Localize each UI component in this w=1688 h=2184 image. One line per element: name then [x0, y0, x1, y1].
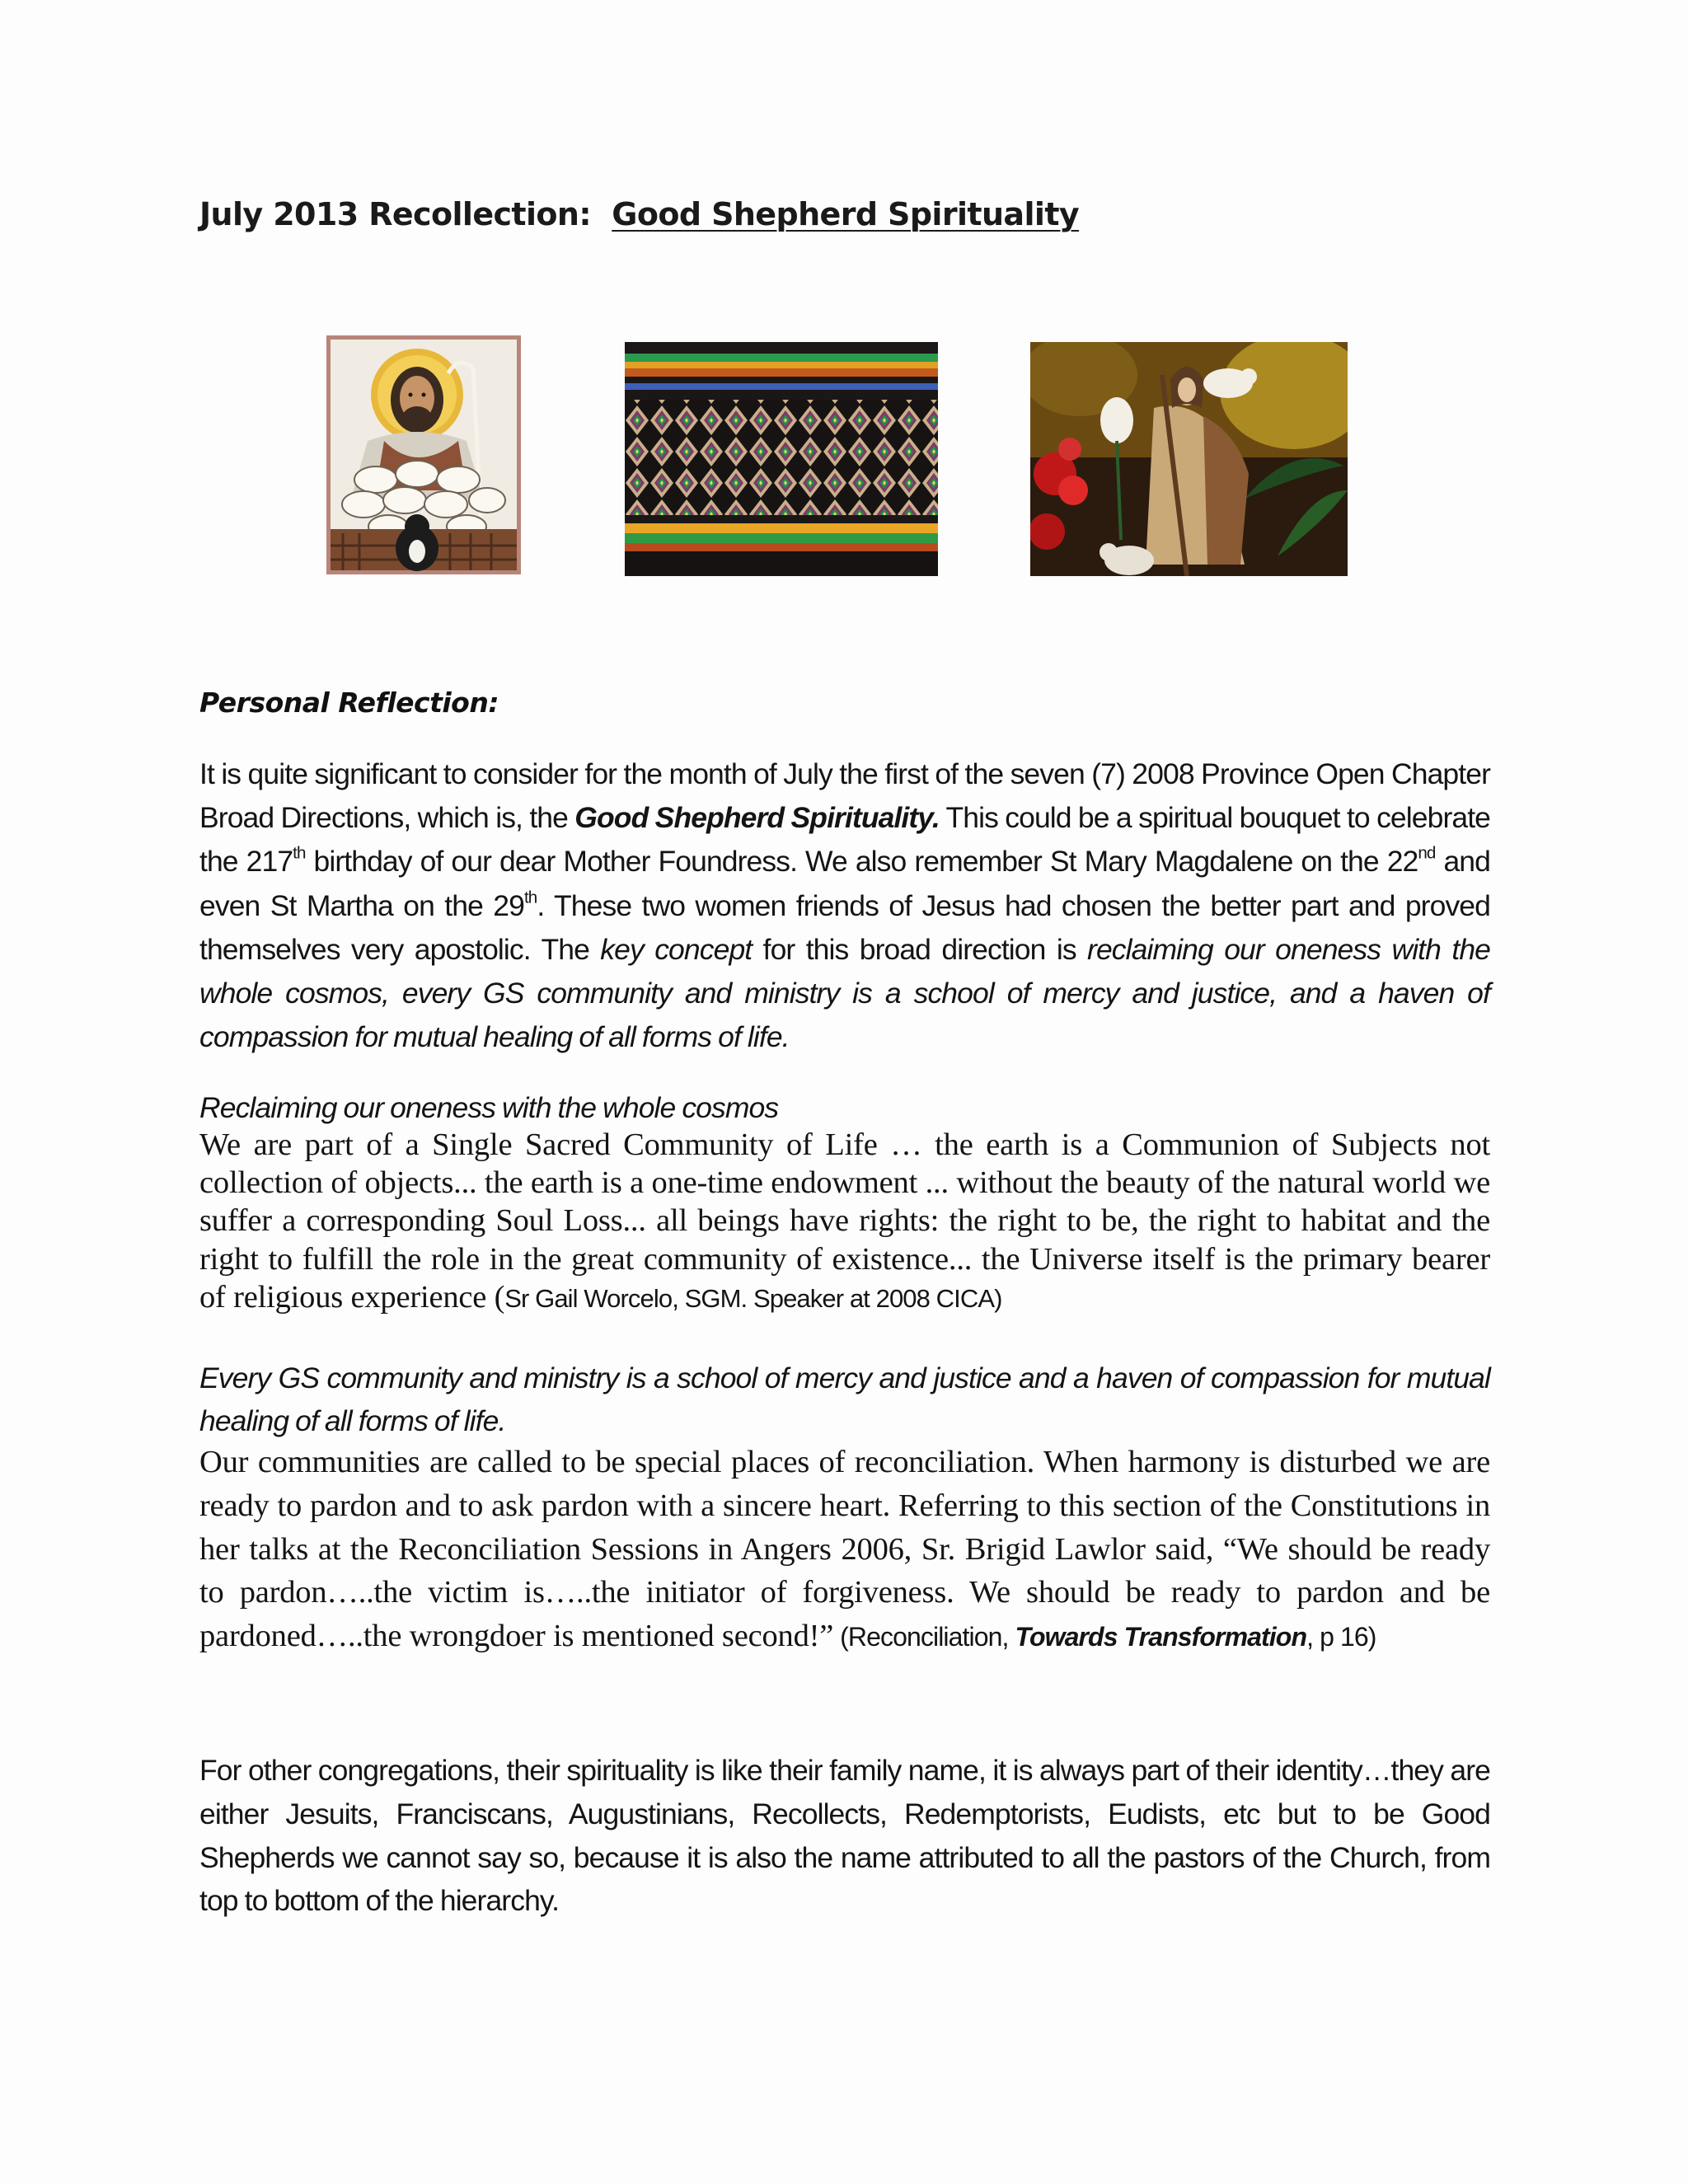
p1-emphasis-spirituality: Good Shepherd Spirituality. — [574, 801, 940, 835]
section-heading: Personal Reflection: — [199, 687, 499, 719]
paragraph-reconciliation — [199, 1441, 1490, 1659]
subheading-cosmos: Reclaiming our oneness with the whole cosmos — [199, 1091, 779, 1124]
paragraph-cosmos — [199, 1126, 1490, 1318]
p3-citation-title: Towards Transformation — [1015, 1622, 1307, 1652]
p1-text-c: This could be a spiritual bouquet to celebrate the 217 — [199, 801, 1491, 879]
paragraph-intro — [199, 752, 1490, 1059]
p1-text-k: for this broad direction is — [752, 932, 1088, 966]
p1-key-concept-text: reclaiming our oneness with the whole cosmos, every GS community and ministry is a school of mercy and justice, and a haven of compassion for mutual healing of all forms of life. — [199, 932, 1490, 1054]
page-title — [199, 196, 1079, 232]
p3-citation-a: (Reconciliation, — [833, 1622, 1015, 1652]
good-shepherd-icon-image — [326, 335, 521, 574]
p1-text-a: It is quite significant to consider for the month of July the first of the seven (7) 2008 Province Open Chapter Broad Directions, which is, the — [199, 757, 1490, 835]
title-prefix: July 2013 Recollection: — [199, 196, 591, 232]
p3-citation-c: , p 16) — [1306, 1622, 1376, 1652]
subheading-community: Every GS community and ministry is a school of mercy and justice and a haven of compassion for mutual healing of all forms of life. — [199, 1361, 1490, 1437]
p1-text-g: and even St Martha on the 29 — [199, 845, 1490, 922]
p3-text: Our communities are called to be special places of reconciliation. When harmony is disturbed we are ready to pardon and to ask pardon with a sincere heart. Referring to this section of the Constitutions in her talks at the Reconciliation Sessions in Angers 2006, Sr. Brigid Lawlor said, “We should be ready to pardon…..the victim is…..the initiator of forgiveness. We should be ready to pardon and be pardoned…..the wrongdoer is mentioned second!” — [199, 1445, 1490, 1654]
woven-fabric-image — [625, 342, 938, 576]
good-shepherd-statue-image — [1030, 342, 1348, 576]
p1-text-i: . These two women friends of Jesus had chosen the better part and proved themselves very apostolic. The — [199, 888, 1490, 966]
p1-superscript-th: th — [293, 843, 306, 863]
p1-text-e: birthday of our dear Mother Foundress. We also remember St Mary Magdalene on the 22 — [305, 845, 1418, 879]
title-subject: Good Shepherd Spirituality — [612, 196, 1080, 232]
p2-citation: Sr Gail Worcelo, SGM. Speaker at 2008 CICA) — [504, 1283, 1002, 1313]
p2-text: We are part of a Single Sacred Community of Life … the earth is a Communion of Subjects not collection of objects... the earth is a one-time endowment ... without the beauty of the natural world we suffer a corresponding Soul Loss... all beings have rights: the right to be, the right to habitat and the right to fulfill the role in the great community of existence... the Universe itself is the primary bearer of religious experience ( — [199, 1127, 1490, 1315]
p1-superscript-th-2: th — [523, 888, 537, 907]
paragraph-identity: For other congregations, their spirituality is like their family name, it is always part of their identity…they are either Jesuits, Franciscans, Augustinians, Recollects, Redemptorists, Eudists, etc but to be Good Shepherds we cannot say so, because it is also the name attributed to all the pastors of the Church, from top to bottom of the hierarchy. — [199, 1754, 1490, 1918]
p1-key-concept: key concept — [600, 932, 753, 966]
p1-superscript-nd: nd — [1418, 843, 1436, 863]
